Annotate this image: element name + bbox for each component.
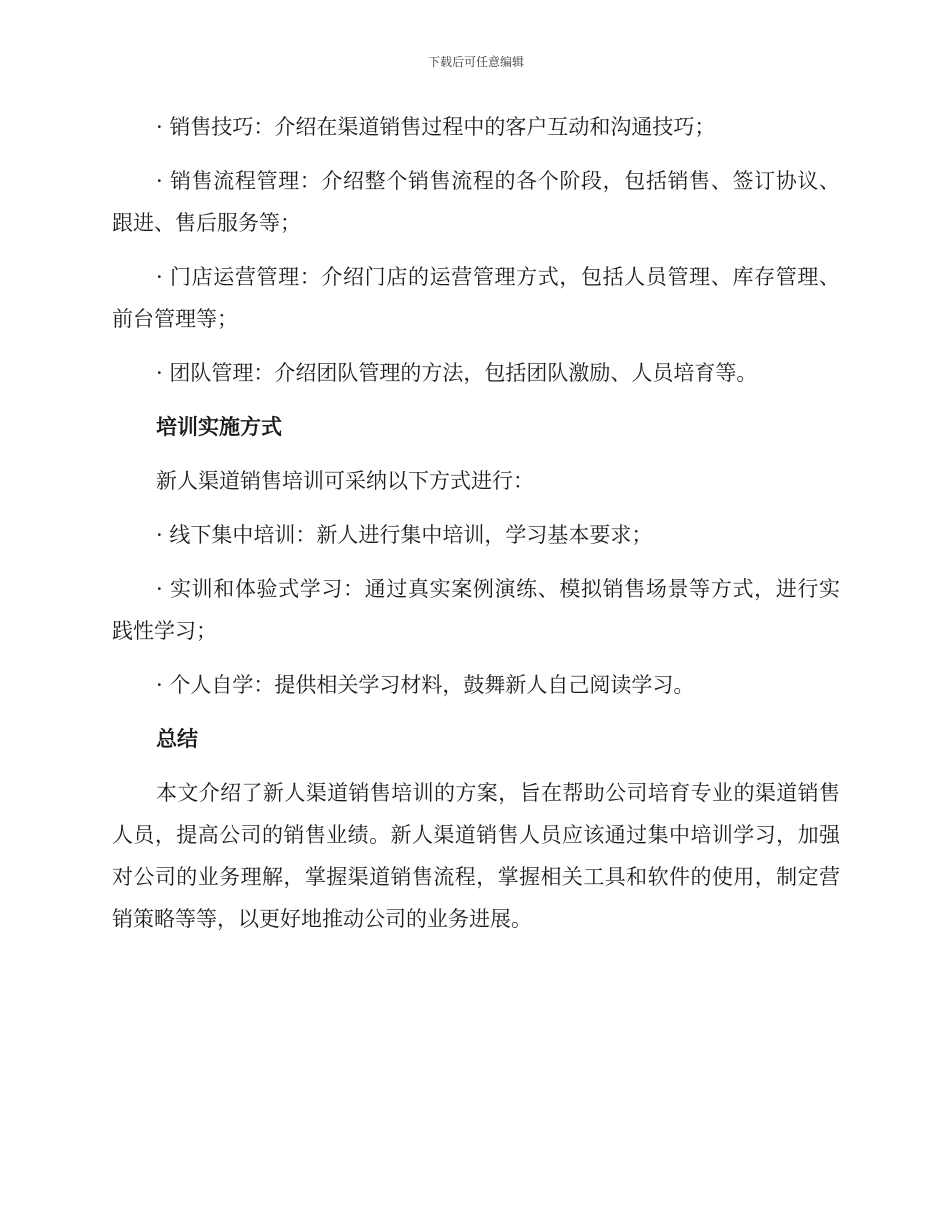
bullet-sales-process: · 销售流程管理：介绍整个销售流程的各个阶段，包括销售、签订协议、跟进、售后服务等；: [112, 169, 840, 235]
summary-paragraph: 本文介绍了新人渠道销售培训的方案，旨在帮助公司培育专业的渠道销售人员，提高公司的销售业绩。新人渠道销售人员应该通过集中培训学习，加强对公司的业务理解，掌握渠道销售流程，掌握相关工具和软件的使用，制定营销策略等等，以更好地推动公司的业务进展。: [112, 781, 840, 931]
training-intro: 新人渠道销售培训可采纳以下方式进行：: [156, 469, 534, 493]
bullet-offline-training: · 线下集中培训：新人进行集中培训，学习基本要求；: [156, 523, 653, 547]
heading-summary: 总结: [156, 727, 198, 751]
document-body: [112, 106, 840, 940]
page-header: 下载后可任意编辑: [427, 55, 524, 69]
heading-training-methods: 培训实施方式: [156, 415, 282, 439]
bullet-self-study: · 个人自学：提供相关学习材料，鼓舞新人自己阅读学习。: [156, 673, 695, 697]
bullet-sales-skills: · 销售技巧：介绍在渠道销售过程中的客户互动和沟通技巧；: [156, 115, 716, 139]
bullet-practical-learning: · 实训和体验式学习：通过真实案例演练、模拟销售场景等方式，进行实践性学习；: [112, 577, 840, 643]
bullet-team-management: · 团队管理：介绍团队管理的方法，包括团队激励、人员培育等。: [156, 361, 758, 385]
bullet-store-operations: · 门店运营管理：介绍门店的运营管理方式，包括人员管理、库存管理、前台管理等；: [112, 265, 840, 331]
